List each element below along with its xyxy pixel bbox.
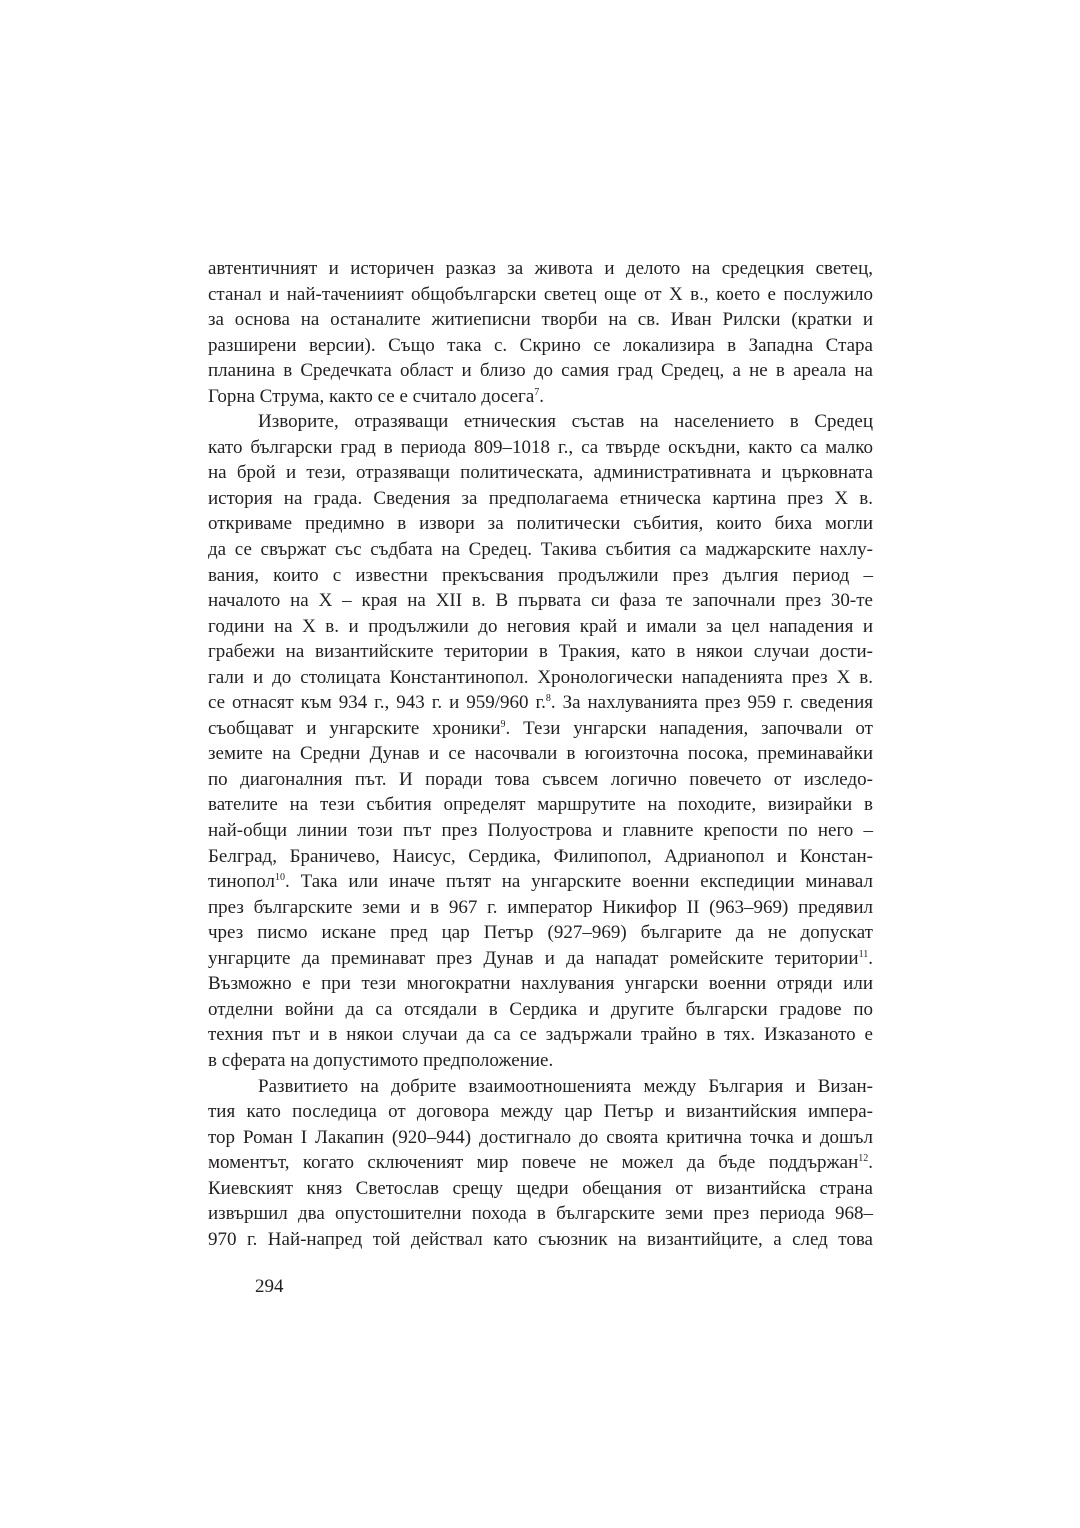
text-line [208, 1176, 873, 1202]
text-line [208, 435, 873, 461]
text-line [208, 895, 873, 921]
line-text: да се свържат със съдбата на Средец. Такива събития са маджарските нахлу- [208, 539, 873, 561]
line-text: вания, които с известни прекъсвания продължили през дългия период – [208, 564, 873, 586]
text-line [208, 409, 873, 435]
text-line [208, 920, 873, 946]
line-text: . [868, 947, 873, 969]
text-line [208, 614, 873, 640]
text-line [208, 1099, 873, 1125]
line-text: . За нахлуванията през 959 г. сведения [550, 692, 873, 714]
paragraph [208, 1074, 873, 1253]
line-text: техния път и в някои случаи да са се задържали трайно в тях. Изказаното е [208, 1024, 873, 1046]
text-line [208, 1022, 873, 1048]
body-text [208, 256, 873, 1252]
line-text: гали и до столицата Константинопол. Хронологически нападенията през X в. [208, 666, 873, 688]
line-text: . Тези унгарски нападения, започвали от [505, 717, 873, 739]
line-text: история на града. Сведения за предполагаема етническа картина през X в. [208, 487, 873, 509]
text-line [208, 869, 873, 895]
line-text: Белград, Браничево, Наисус, Сердика, Филипопол, Адрианопол и Констан- [208, 845, 873, 867]
text-line [208, 946, 873, 972]
footnote-reference[interactable]: 11 [858, 948, 869, 960]
line-text: се отнасят към 934 г., 943 г. и 959/960 г. [208, 692, 546, 714]
line-text: тор Роман I Лакапин (920–944) достигнало до своята критична точка и дошъл [208, 1126, 873, 1148]
footnote-reference[interactable]: 10 [275, 872, 286, 884]
text-line [208, 997, 873, 1023]
text-line [208, 639, 873, 665]
text-line [208, 358, 873, 384]
text-line [208, 1048, 873, 1074]
line-text: на брой и тези, отразяващи политическата, административната и църковната [208, 462, 873, 484]
text-line [208, 486, 873, 512]
text-line [208, 307, 873, 333]
text-line [208, 588, 873, 614]
text-line [208, 333, 873, 359]
text-line [208, 282, 873, 308]
text-line [208, 1074, 873, 1100]
line-text: чрез писмо искане пред цар Петър (927–969) българите да не допускат [208, 922, 873, 944]
line-text: 970 г. Най-напред той действал като съюзник на византийците, а след това [208, 1228, 873, 1250]
line-text: откриваме предимно в извори за политически събития, които биха могли [208, 513, 873, 535]
line-text: разширени версии). Също така с. Скрино се локализира в Западна Стара [208, 334, 873, 356]
text-line [208, 665, 873, 691]
line-text: Изворите, отразяващи етническия състав на населението в Средец [258, 411, 873, 433]
text-line [208, 1227, 873, 1253]
text-line [208, 971, 873, 997]
text-line [208, 1125, 873, 1151]
line-text: началото на X – края на XII в. В първата си фаза те започнали през 30-те [208, 590, 873, 612]
line-text: години на X в. и продължили до неговия край и имали за цел нападения и [208, 615, 873, 637]
line-text: грабежи на византийските територии в Тракия, като в някои случаи дости- [208, 641, 873, 663]
line-text: отделни войни да са отсядали в Сердика и другите български градове по [208, 998, 873, 1020]
line-text: тия като последица от договора между цар Петър и византийския импера- [208, 1101, 873, 1123]
text-line [208, 384, 873, 410]
paragraph [208, 409, 873, 1073]
line-text: планина в Средечката област и близо до самия град Средец, а не в ареала на [208, 360, 873, 382]
line-text: като български град в периода 809–1018 г., са твърде оскъдни, както са малко [208, 436, 873, 458]
text-line [208, 256, 873, 282]
text-line [208, 1201, 873, 1227]
text-line [208, 563, 873, 589]
text-line [208, 716, 873, 742]
line-text: моментът, когато сключеният мир повече не можел да бъде поддържан [208, 1152, 859, 1174]
line-text: Развитието на добрите взаимоотношенията между България и Визан- [258, 1075, 873, 1097]
line-text: съобщават и унгарските хроники [208, 717, 501, 739]
text-line [208, 792, 873, 818]
line-text: вателите на тези събития определят маршрутите на походите, визирайки в [208, 794, 873, 816]
footnote-reference[interactable]: 9 [500, 718, 506, 730]
line-text: Горна Струма, както се е считало досега [208, 385, 535, 407]
line-text: Киевският княз Светослав срещу щедри обещания от византийска страна [208, 1177, 873, 1199]
text-line [208, 511, 873, 537]
page-number: 294 [255, 1276, 284, 1297]
text-line [208, 767, 873, 793]
footnote-reference[interactable]: 8 [545, 693, 551, 705]
line-text: . [868, 1152, 873, 1174]
line-text: извършил два опустошителни похода в българските земи през периода 968– [208, 1203, 873, 1225]
text-line [208, 844, 873, 870]
line-text: автентичният и историчен разказ за живота и делото на средецкия светец, [208, 258, 873, 279]
line-text: унгарците да преминават през Дунав и да нападат ромейските територии [208, 947, 859, 969]
line-text: . [539, 385, 544, 407]
line-text: по диагоналния път. И поради това съвсем логично повечето от изследо- [208, 768, 873, 790]
line-text: Възможно е при тези многократни нахлувания унгарски военни отряди или [208, 973, 873, 995]
text-line [208, 690, 873, 716]
line-text: най-общи линии този път през Полуострова и главните крепости по него – [208, 820, 873, 842]
line-text: през българските земи и в 967 г. император Никифор II (963–969) предявил [208, 896, 873, 918]
line-text: . Така или иначе пътят на унгарските военни експедиции минавал [285, 871, 873, 893]
text-line [208, 537, 873, 563]
footnote-reference[interactable]: 7 [534, 386, 540, 398]
paragraph [208, 256, 873, 409]
footnote-reference[interactable]: 12 [858, 1153, 869, 1165]
text-line [208, 1150, 873, 1176]
line-text: земите на Средни Дунав и се насочвали в югоизточна посока, преминавайки [208, 743, 873, 765]
text-line [208, 818, 873, 844]
text-line [208, 741, 873, 767]
line-text: станал и най-тачениият общобългарски светец още от X в., което е послужило [208, 283, 873, 305]
line-text: за основа на останалите житиеписни творби на св. Иван Рилски (кратки и [208, 309, 873, 331]
line-text: в сферата на допустимото предположение. [208, 1049, 554, 1071]
line-text: тинопол [208, 871, 276, 893]
text-line [208, 460, 873, 486]
